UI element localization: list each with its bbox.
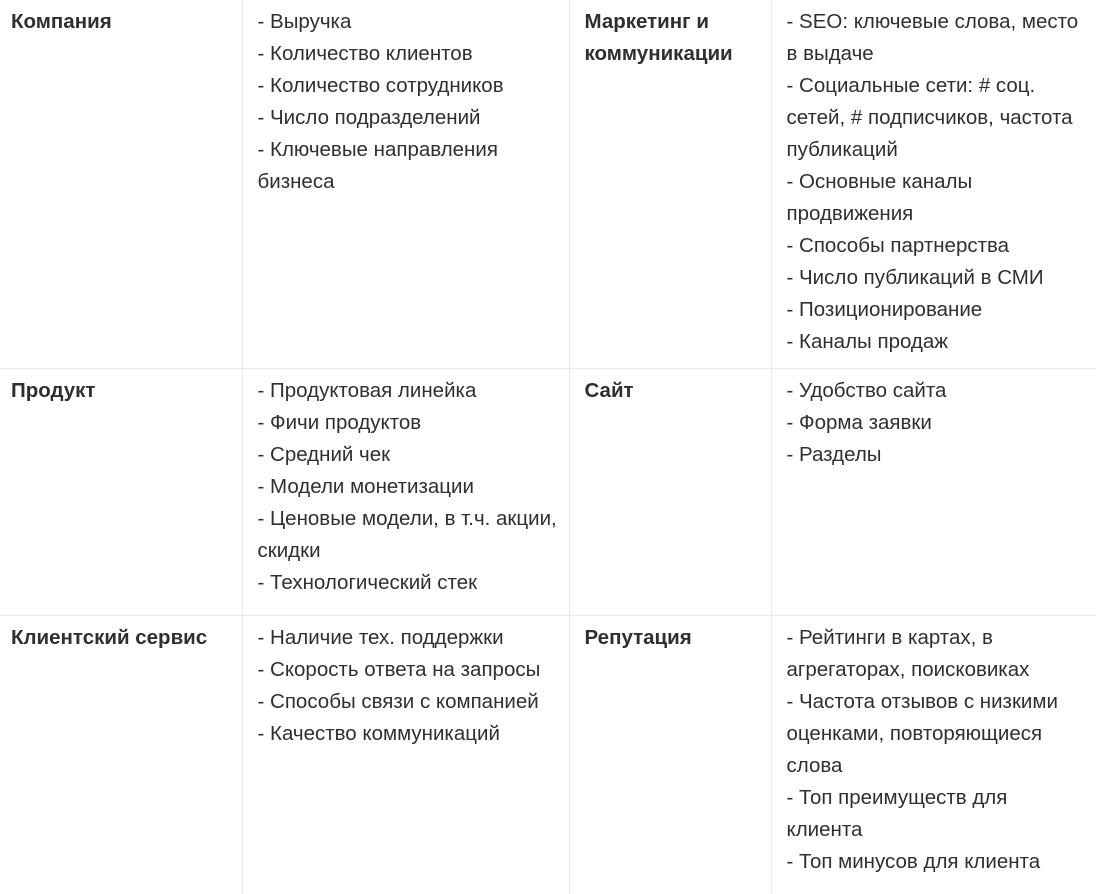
category-customer-service: Клиентский сервис (0, 616, 242, 894)
list-item: - Качество коммуникаций (257, 722, 500, 745)
list-item: - Удобство сайта (786, 379, 947, 402)
list-item: - Разделы (786, 443, 882, 466)
list-item: - Количество сотрудников (257, 74, 504, 97)
list-item: - Социальные сети: # соц. сетей, # подписчиков, частота публикаций (786, 74, 1073, 161)
list-item: - Число публикаций в СМИ (786, 266, 1044, 289)
list-item: - Средний чек (257, 443, 391, 466)
list-item: - Количество клиентов (257, 42, 473, 65)
list-item: - Способы партнерства (786, 234, 1010, 257)
list-item: - Продуктовая линейка (257, 379, 477, 402)
list-item: - Рейтинги в картах, в агрегаторах, поисковиках (786, 626, 1030, 681)
list-item: - Технологический стек (257, 571, 478, 594)
list-item: - Наличие тех. поддержки (257, 626, 504, 649)
criteria-customer-service (242, 616, 569, 894)
list-item: - Форма заявки (786, 411, 932, 434)
criteria-product (242, 369, 569, 616)
list-item: - Выручка (257, 10, 352, 33)
category-site: Сайт (569, 369, 771, 616)
category-company: Компания (0, 0, 242, 369)
table-row (0, 616, 1096, 894)
list-item: - Способы связи с компанией (257, 690, 539, 713)
list-item: - Фичи продуктов (257, 411, 422, 434)
list-item: - Каналы продаж (786, 330, 949, 353)
category-product: Продукт (0, 369, 242, 616)
list-item: - Скорость ответа на запросы (257, 658, 541, 681)
list-item: - Число подразделений (257, 106, 481, 129)
list-item: - Частота отзывов с низкими оценками, повторяющиеся слова (786, 690, 1058, 777)
table-row (0, 0, 1096, 369)
category-marketing: Маркетинг и коммуникации (569, 0, 771, 369)
table-row (0, 369, 1096, 616)
list-item: - Топ преимуществ для клиента (786, 786, 1008, 841)
list-item: - Модели монетизации (257, 475, 474, 498)
list-item: - Ценовые модели, в т.ч. акции, скидки (257, 507, 557, 562)
list-item: - Основные каналы продвижения (786, 170, 973, 225)
list-item: - Ключевые направления бизнеса (257, 138, 498, 193)
list-item: - Позиционирование (786, 298, 983, 321)
category-reputation: Репутация (569, 616, 771, 894)
criteria-marketing (771, 0, 1096, 369)
criteria-company (242, 0, 569, 369)
list-item: - SEO: ключевые слова, место в выдаче (786, 10, 1079, 65)
criteria-site (771, 369, 1096, 616)
criteria-reputation (771, 616, 1096, 894)
list-item: - Топ минусов для клиента (786, 850, 1041, 873)
